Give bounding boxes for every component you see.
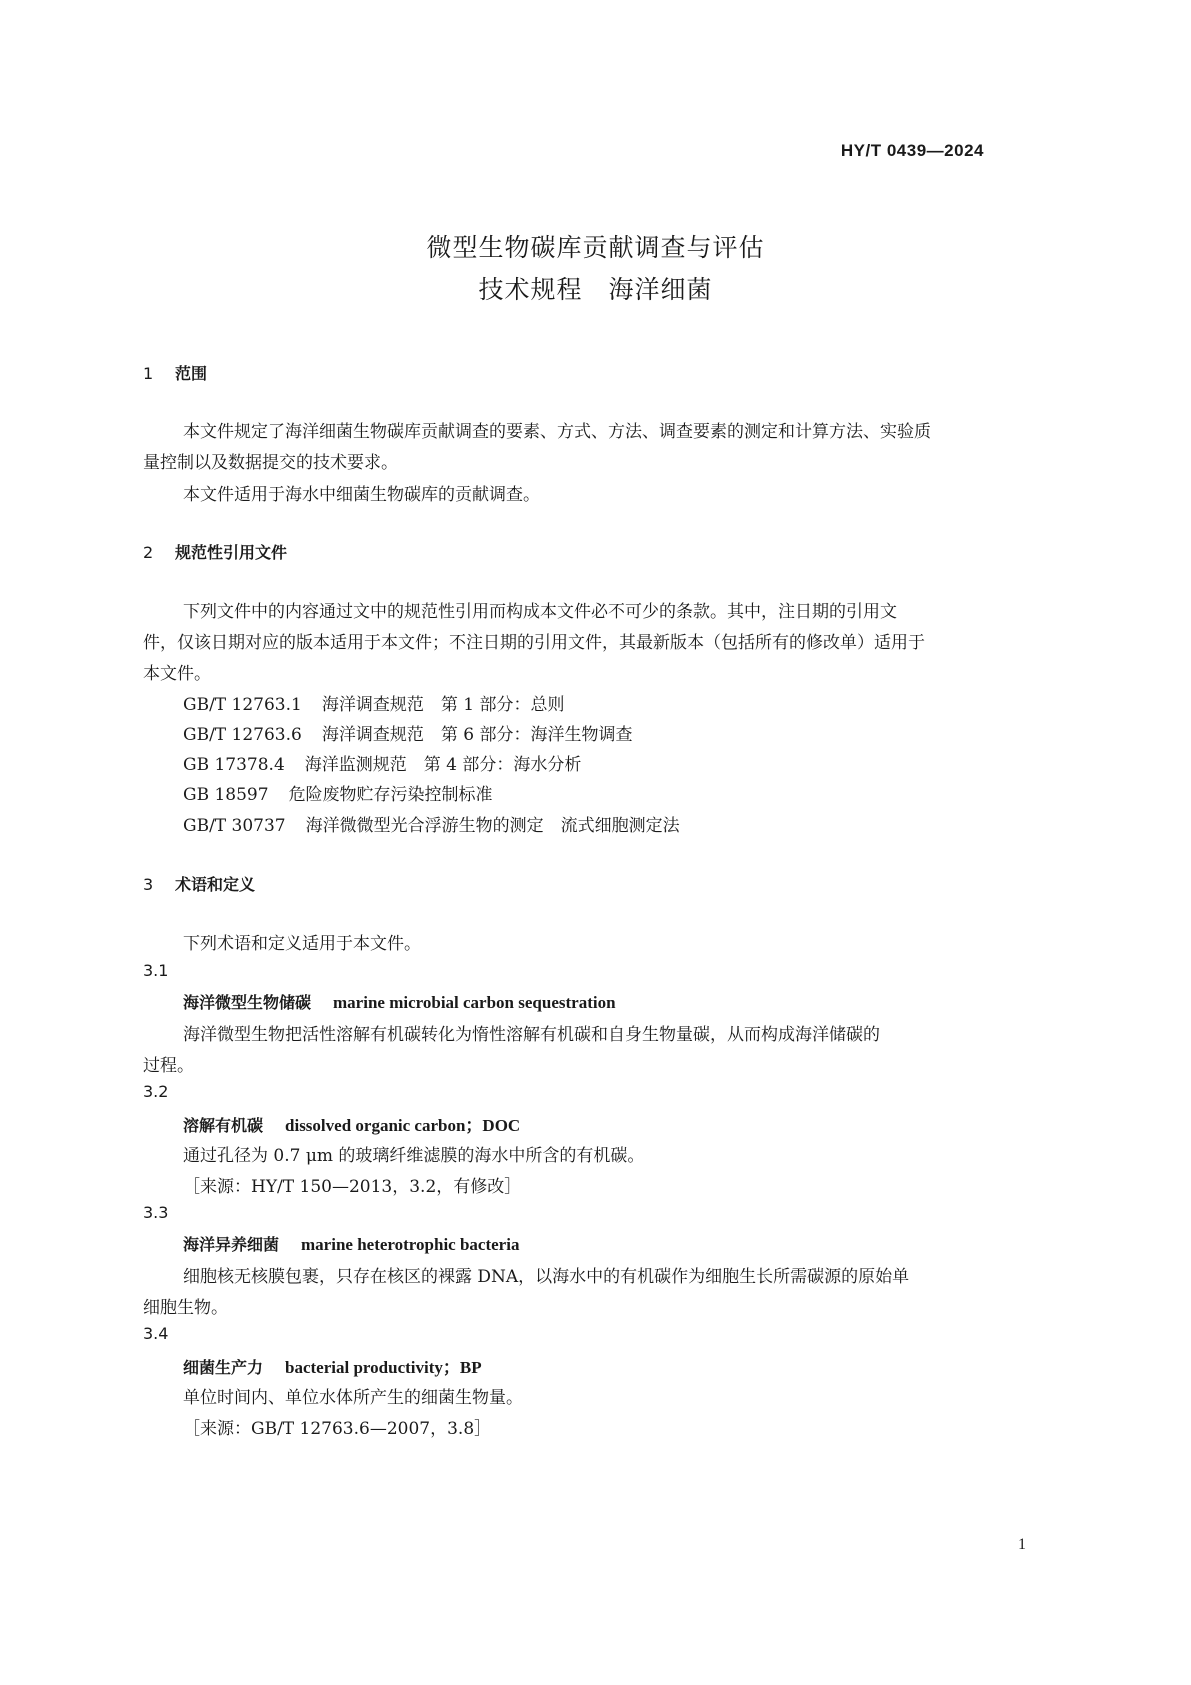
term-definition-line-2: 过程。 [143,1056,194,1076]
scope-paragraph-1-line-1: 本文件规定了海洋细菌生物碳库贡献调查的要素、方式、方法、调查要素的测定和计算方法、实验质 [183,422,931,442]
term-en: bacterial productivity；BP [285,1358,482,1377]
reference-item [183,750,581,775]
term-number: 3.2 [143,1082,169,1101]
term-zh: 海洋微型生物储碳 [183,993,312,1012]
term-number: 3.1 [143,961,169,980]
term-definition-line-1: 细胞核无核膜包裹，只存在核区的裸露 DNA，以海水中的有机碳作为细胞生长所需碳源的原始单 [183,1267,910,1287]
term-definition: 通过孔径为 0.7 μm 的玻璃纤维滤膜的海水中所含的有机碳。 [183,1146,645,1166]
references-intro-line-1: 下列文件中的内容通过文中的规范性引用而构成本文件必不可少的条款。其中，注日期的引用文 [183,602,897,622]
section-3-heading [143,872,255,895]
section-title: 术语和定义 [175,875,256,894]
document-title-line-2: 技术规程 海洋细菌 [478,275,713,304]
section-1-heading [143,361,207,384]
scope-paragraph-2: 本文件适用于海水中细菌生物碳库的贡献调查。 [183,485,540,505]
term-number: 3.3 [143,1203,169,1222]
reference-title: 危险废物贮存污染控制标准 [288,785,493,805]
term-heading [183,1232,519,1255]
term-zh: 溶解有机碳 [183,1116,264,1135]
references-intro-line-2: 件，仅该日期对应的版本适用于本文件；不注日期的引用文件，其最新版本（包括所有的修改单）适用于 [143,633,925,653]
term-heading [183,1353,482,1378]
terms-intro: 下列术语和定义适用于本文件。 [183,934,421,954]
term-heading [183,990,616,1013]
term-zh: 海洋异养细菌 [183,1235,280,1254]
term-en: marine microbial carbon sequestration [333,993,616,1012]
term-definition-line-1: 海洋微型生物把活性溶解有机碳转化为惰性溶解有机碳和自身生物量碳，从而构成海洋储碳的 [183,1025,880,1045]
section-number: 2 [143,543,154,562]
document-title-line-1: 微型生物碳库贡献调查与评估 [426,233,765,262]
reference-code: GB 17378.4 [183,755,285,775]
reference-title: 海洋监测规范 第 4 部分：海水分析 [304,755,582,775]
section-number: 1 [143,364,154,383]
term-definition: 单位时间内、单位水体所产生的细菌生物量。 [183,1388,523,1408]
term-source: ［来源：HY/T 150—2013，3.2，有修改］ [183,1177,522,1197]
reference-title: 海洋调查规范 第 1 部分：总则 [321,695,565,715]
section-title: 范围 [175,364,208,383]
reference-code: GB/T 30737 [183,816,286,836]
reference-code: GB 18597 [183,785,269,805]
reference-title: 海洋微微型光合浮游生物的测定 流式细胞测定法 [305,816,680,836]
term-definition-line-2: 细胞生物。 [143,1298,228,1318]
reference-code: GB/T 12763.6 [183,725,302,745]
references-intro-line-3: 本文件。 [143,664,211,684]
reference-item [183,811,680,836]
reference-code: GB/T 12763.1 [183,695,302,715]
term-zh: 细菌生产力 [183,1358,264,1377]
term-heading [183,1111,520,1136]
term-en: dissolved organic carbon；DOC [285,1116,521,1135]
section-2-heading [143,540,287,563]
document-code: HY/T 0439—2024 [840,141,984,160]
reference-item [183,720,632,745]
section-number: 3 [143,875,154,894]
reference-title: 海洋调查规范 第 6 部分：海洋生物调查 [321,725,633,745]
section-title: 规范性引用文件 [175,543,288,562]
scope-paragraph-1-line-2: 量控制以及数据提交的技术要求。 [143,453,398,473]
term-source: ［来源：GB/T 12763.6—2007，3.8］ [183,1419,492,1439]
page-number: 1 [1018,1536,1026,1553]
reference-item [183,780,493,805]
term-number: 3.4 [143,1324,169,1343]
term-en: marine heterotrophic bacteria [301,1235,520,1254]
reference-item [183,690,564,715]
